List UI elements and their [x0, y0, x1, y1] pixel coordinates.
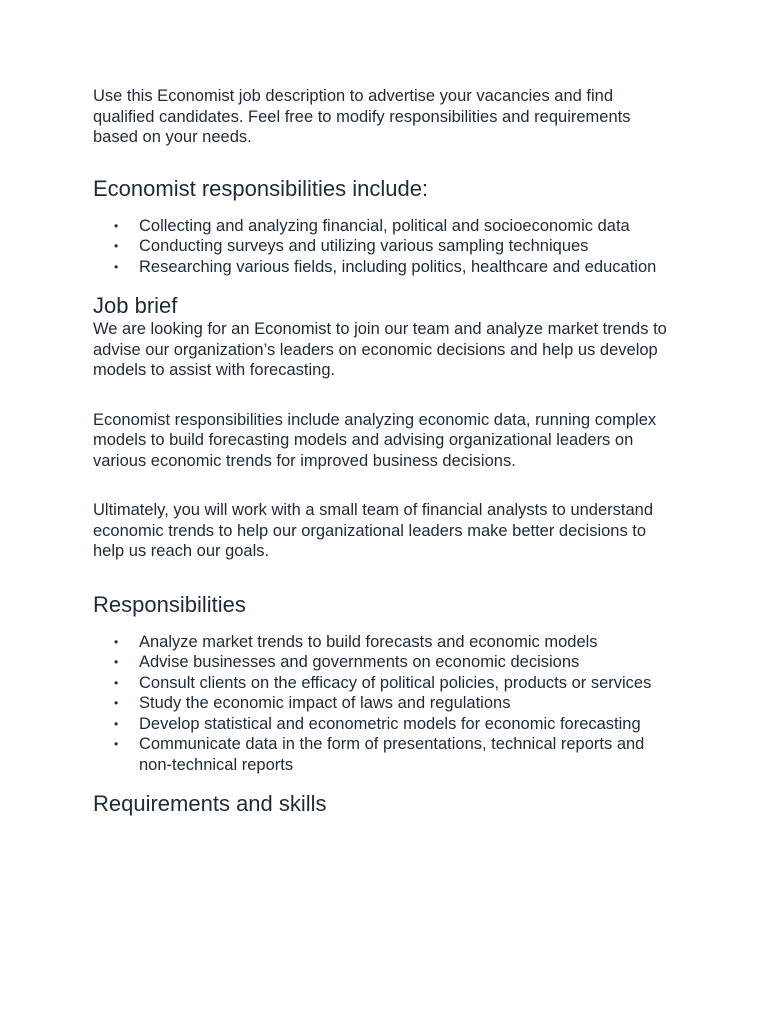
list-item — [114, 652, 673, 673]
bullet-icon: • — [114, 716, 119, 731]
responsibilities-include-list — [93, 216, 673, 278]
bullet-icon: • — [114, 259, 119, 274]
bullet-icon: • — [114, 634, 119, 649]
list-item-text: Researching various fields, including politics, healthcare and education — [139, 257, 657, 276]
list-item-text: Communicate data in the form of presentations, technical reports and non-technical reports — [139, 735, 645, 774]
list-item — [114, 216, 673, 237]
bullet-icon: • — [114, 218, 119, 233]
job-brief-heading: Job brief — [93, 293, 178, 318]
list-item — [114, 632, 673, 653]
job-brief-paragraph: Economist responsibilities include analyzing economic data, running complex models to build forecasting models and advising organizational leaders on various economic trends for improved business decisions. — [93, 410, 657, 470]
bullet-icon: • — [114, 655, 119, 669]
job-brief-paragraph: Ultimately, you will work with a small team of financial analysts to understand economic trends to help our organizational leaders make better decisions to help us reach our goals. — [93, 501, 654, 560]
bullet-icon: • — [114, 737, 119, 751]
list-item-text: Study the economic impact of laws and regulations — [139, 694, 511, 712]
list-item-text: Collecting and analyzing financial, political and socioeconomic data — [139, 216, 630, 235]
list-item — [114, 673, 673, 694]
responsibilities-include-heading: Economist responsibilities include: — [93, 175, 429, 201]
list-item-text: Advise businesses and governments on economic decisions — [139, 653, 580, 671]
list-item — [114, 236, 673, 257]
requirements-heading: Requirements and skills — [93, 791, 327, 816]
bullet-icon: • — [114, 239, 119, 253]
list-item — [114, 257, 673, 278]
document-page — [93, 86, 673, 817]
bullet-icon: • — [114, 696, 119, 710]
list-item — [114, 714, 673, 735]
intro-paragraph: Use this Economist job description to advertise your vacancies and find qualified candidates. Feel free to modify responsibilities and requirements based on your needs. — [93, 87, 631, 146]
responsibilities-list — [93, 632, 673, 776]
list-item-text: Consult clients on the efficacy of political policies, products or services — [139, 673, 652, 692]
list-item-text: Analyze market trends to build forecasts and economic models — [139, 632, 598, 651]
list-item-text: Conducting surveys and utilizing various sampling techniques — [139, 237, 589, 255]
job-brief-paragraph: We are looking for an Economist to join our team and analyze market trends to advise our organization’s leaders on economic decisions and help us develop models to assist with forecasting. — [93, 320, 667, 379]
list-item — [114, 693, 673, 714]
bullet-icon: • — [114, 675, 119, 690]
responsibilities-heading: Responsibilities — [93, 591, 246, 617]
list-item-text: Develop statistical and econometric models for economic forecasting — [139, 714, 641, 733]
list-item — [114, 734, 673, 775]
